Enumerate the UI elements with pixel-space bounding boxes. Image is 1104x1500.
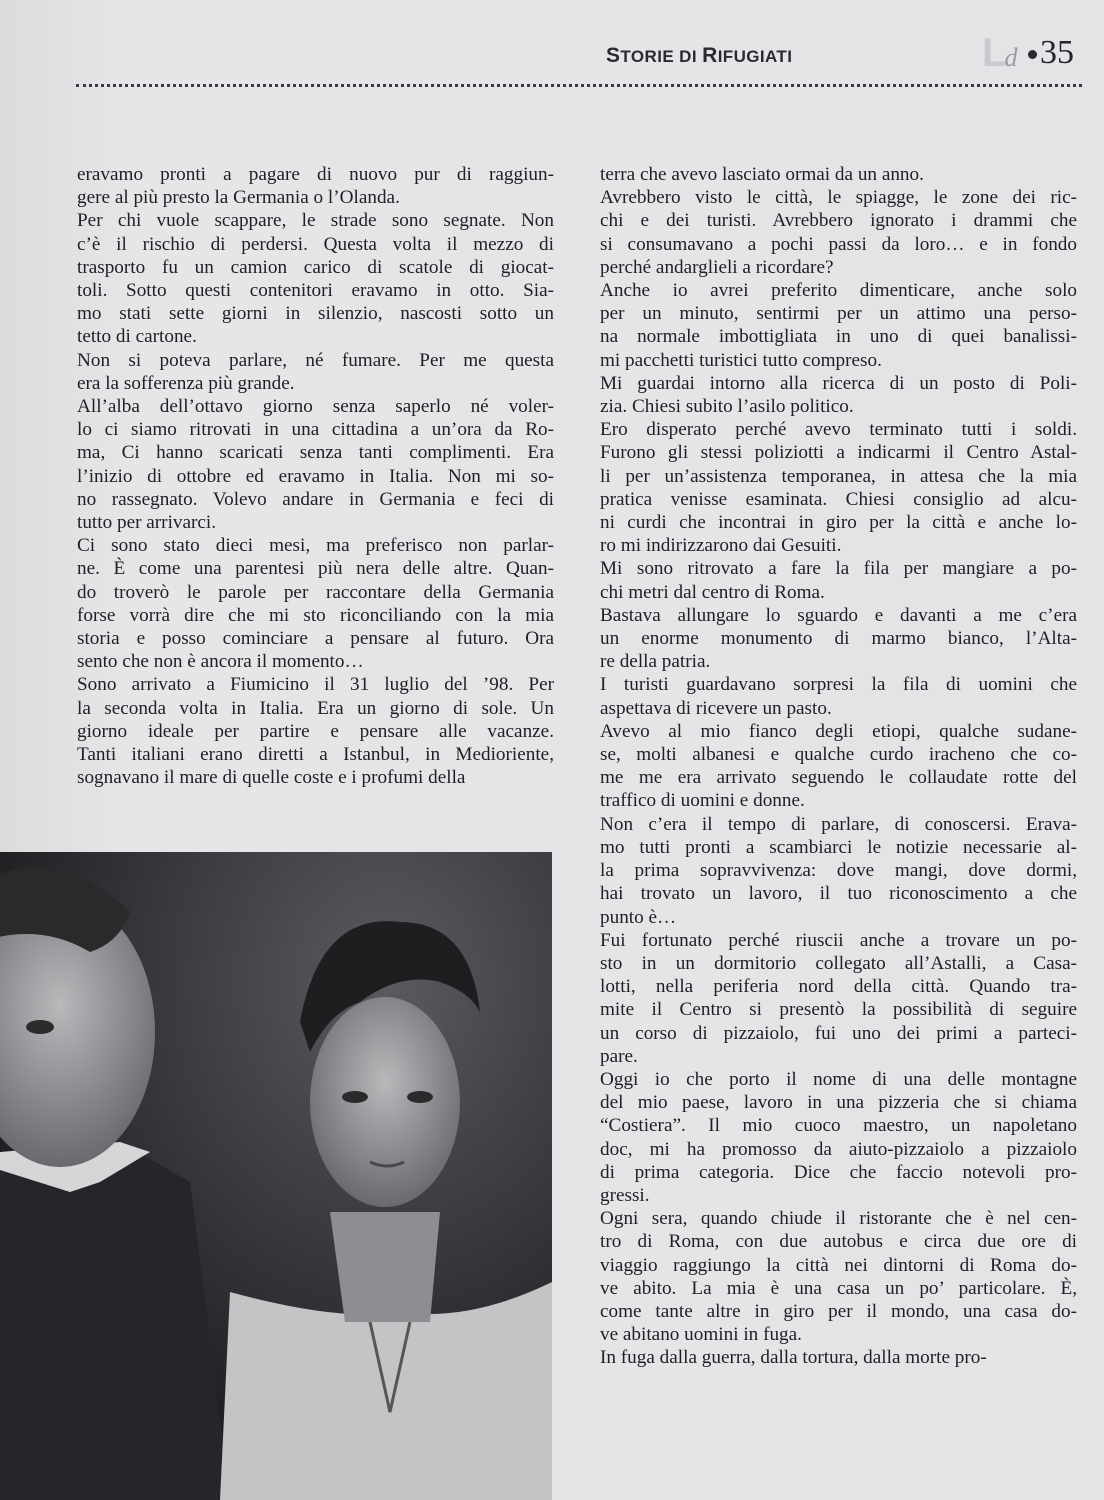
text-line: chi metri dal centro di Roma. (600, 581, 825, 603)
text-line: pare. (600, 1045, 638, 1067)
text-line: mo tutti pronti a scambiarci le notizie necessarie al- (600, 836, 1077, 858)
text-line: Non c’era il tempo di parlare, di conoscersi. Erava- (600, 813, 1077, 835)
text-line: un corso di pizzaiolo, fui uno dei primi a parteci- (600, 1022, 1077, 1044)
text-line: Ogni sera, quando chiude il ristorante che è nel cen- (600, 1208, 1077, 1230)
page-number: 35 (1040, 34, 1074, 71)
text-line: zia. Chiesi subito l’asilo politico. (600, 396, 854, 418)
text-line: Avevo al mio fianco degli etiopi, qualche sudane- (600, 720, 1077, 742)
paragraph (77, 349, 554, 395)
text-line: perché andarglieli a ricordare? (600, 256, 834, 278)
text-line: mi pacchetti turistici tutto compreso. (600, 349, 882, 371)
paragraph (600, 279, 1077, 372)
header-bullet (1028, 50, 1037, 59)
paragraph (600, 1346, 1077, 1369)
text-line: traffico di uomini e donne. (600, 790, 805, 812)
text-line: eravamo pronti a pagare di nuovo pur di raggiun- (77, 164, 554, 185)
text-line: In fuga dalla guerra, dalla tortura, dalla morte pro- (600, 1347, 987, 1369)
text-line: chi e dei turisti. Avrebbero ignorato i drammi che (600, 210, 1077, 232)
photo-illustration (0, 852, 552, 1500)
paragraph (600, 557, 1077, 603)
text-line: c’è il rischio di perdersi. Questa volta il mezzo di (77, 233, 554, 255)
text-line: mite il Centro si presentò la possibilità di seguire (600, 999, 1077, 1021)
paragraph (600, 604, 1077, 674)
text-line: trasporto fu un camion carico di scatole di giocat- (77, 256, 554, 278)
text-line: re della patria. (600, 651, 711, 673)
photo-two-young-men (0, 852, 552, 1500)
text-line: pratica venisse esaminata. Chiesi consiglio ad alcu- (600, 488, 1077, 510)
text-line: li per un’assistenza temporanea, in attesa che la mia (600, 465, 1077, 487)
text-line: Anche io avrei preferito dimenticare, anche solo (600, 280, 1077, 302)
paragraph (600, 1068, 1077, 1207)
text-line: ne. È come una parentesi più nera delle altre. Quan- (77, 558, 554, 580)
right-text-column (600, 163, 1077, 1370)
paragraph (77, 209, 554, 348)
text-line: Fui fortunato perché riuscii anche a trovare un po- (600, 929, 1077, 951)
paragraph (600, 372, 1077, 418)
text-line: do troverò le parole per raccontare della Germania (77, 581, 554, 603)
text-line: Furono gli stessi poliziotti a indicarmi il Centro Astal- (600, 442, 1077, 464)
text-line: di prima categoria. Dice che faccio notevoli pro- (600, 1161, 1077, 1183)
text-line: del mio paese, lavoro in una pizzeria che si chiama (600, 1092, 1077, 1114)
text-line: storia e posso cominciare a pensare al futuro. Ora (77, 628, 554, 650)
paragraph (77, 673, 554, 789)
text-line: se, molti albanesi e qualche curdo iracheno che co- (600, 744, 1077, 766)
text-line: sognavano il mare di quelle coste e i profumi della (77, 767, 466, 789)
paragraph (600, 673, 1077, 719)
paragraph (600, 813, 1077, 929)
text-line: me me era arrivato seguendo le collaudate rotte del (600, 767, 1077, 789)
text-line: Mi guardai intorno alla ricerca di un posto di Poli- (600, 372, 1077, 394)
text-line: ve abito. La mia è una casa un po’ particolare. È, (600, 1277, 1077, 1299)
text-line: Per chi vuole scappare, le strade sono segnate. Non (77, 210, 554, 232)
header-divider (76, 84, 1082, 87)
text-line: per un minuto, sentirmi per un attimo una perso- (600, 303, 1077, 325)
text-line: ve abitano uomini in fuga. (600, 1324, 802, 1346)
text-line: viaggio raggiungo la città nei dintorni di Roma do- (600, 1254, 1077, 1276)
text-line: come tante altre in giro per il mondo, una casa do- (600, 1300, 1077, 1322)
text-line: hai trovato un lavoro, il tuo riconoscimento a che (600, 883, 1077, 905)
magazine-logo: Ld (982, 31, 1016, 75)
text-line: Ci sono stato dieci mesi, ma preferisco non parlar- (77, 535, 554, 557)
text-line: Non si poteva parlare, né fumare. Per me questa (77, 349, 554, 371)
paragraph (77, 395, 554, 534)
text-line: toli. Sotto questi contenitori eravamo in otto. Sia- (77, 280, 554, 302)
text-line: ma, Ci hanno scaricati senza tanti complimenti. Era (77, 442, 554, 464)
text-line: Sono arrivato a Fiumicino il 31 luglio del ’98. Per (77, 674, 554, 696)
text-line: ro mi indirizzarono dai Gesuiti. (600, 535, 842, 557)
text-line: lo ci siamo ritrovati in una cittadina a un’ora da Ro- (77, 419, 554, 441)
paragraph (600, 418, 1077, 557)
text-line: doc, mi ha promosso da aiuto-pizzaiolo a pizzaiolo (600, 1138, 1077, 1160)
text-line: punto è… (600, 906, 677, 928)
text-line: la prima sopravvivenza: dove mangi, dove dormi, (600, 860, 1077, 882)
text-line: sto in un dormitorio collegato all’Astalli, a Casa- (600, 952, 1077, 974)
left-text-column (77, 163, 554, 789)
text-line: la seconda volta in Italia. Era un giorno di sole. Un (77, 697, 554, 719)
text-line: ni curdi che incontrai in giro per la città e anche lo- (600, 512, 1077, 534)
text-line: gressi. (600, 1184, 650, 1206)
paragraph (77, 163, 554, 209)
text-line: Tanti italiani erano diretti a Istanbul, in Medioriente, (77, 744, 554, 766)
paragraph (600, 163, 1077, 186)
text-line: tetto di cartone. (77, 326, 197, 348)
paragraph (600, 186, 1077, 279)
text-line: no rassegnato. Volevo andare in Germania e feci di (77, 488, 554, 510)
text-line: Bastava allungare lo sguardo e davanti a me c’era (600, 604, 1077, 626)
text-line: lotti, nella periferia nord della città. Quando tra- (600, 976, 1077, 998)
paragraph (77, 534, 554, 673)
text-line: sento che non è ancora il momento… (77, 651, 364, 673)
section-title: STORIE DI RIFUGIATI (606, 44, 793, 67)
text-line: l’inizio di ottobre ed eravamo in Italia. Non mi so- (77, 465, 554, 487)
paragraph (600, 1207, 1077, 1346)
text-line: forse vorrà dire che mi sto riconciliando con la mia (77, 604, 554, 626)
paragraph (600, 720, 1077, 813)
text-line: mo stati sette giorni in silenzio, nascosti sotto un (77, 303, 554, 325)
text-line: gere al più presto la Germania o l’Olanda. (77, 187, 400, 209)
text-line: All’alba dell’ottavo giorno senza saperlo né voler- (77, 396, 554, 418)
text-line: Mi sono ritrovato a fare la fila per mangiare a po- (600, 558, 1077, 580)
text-line: Ero disperato perché avevo terminato tutti i soldi. (600, 419, 1077, 441)
text-line: na normale imbottigliata in uno di quei banalissi- (600, 326, 1077, 348)
text-line: aspettava di ricevere un pasto. (600, 697, 832, 719)
text-line: si consumavano a pochi passi da loro… e in fondo (600, 233, 1077, 255)
text-line: Oggi io che porto il nome di una delle montagne (600, 1068, 1077, 1090)
text-line: tro di Roma, con due autobus e circa due ore di (600, 1231, 1077, 1253)
text-line: tutto per arrivarci. (77, 512, 217, 534)
text-line: un enorme monumento di marmo bianco, l’Alta- (600, 628, 1077, 650)
text-line: terra che avevo lasciato ormai da un anno. (600, 164, 924, 185)
text-line: era la sofferenza più grande. (77, 372, 295, 394)
text-line: I turisti guardavano sorpresi la fila di uomini che (600, 674, 1077, 696)
text-line: “Costiera”. Il mio cuoco maestro, un napoletano (600, 1115, 1077, 1137)
text-line: giorno ideale per partire e pensare alle vacanze. (77, 720, 554, 742)
text-line: Avrebbero visto le città, le spiagge, le zone dei ric- (600, 187, 1077, 209)
paragraph (600, 929, 1077, 1068)
